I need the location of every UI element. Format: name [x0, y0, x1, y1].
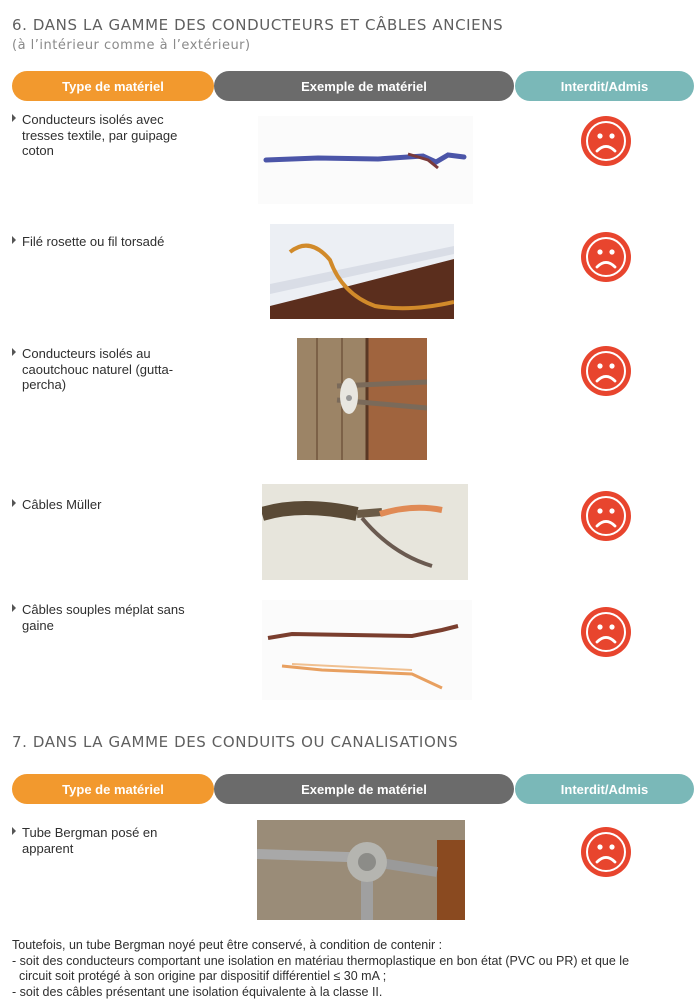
sad-face-icon — [580, 115, 632, 167]
section-6-title: 6. DANS LA GAMME DES CONDUCTEURS ET CÂBLES ANCIENS — [12, 16, 504, 34]
footnote-line2: circuit soit protégé à son origine par dispositif différentiel ≤ 30 mA ; — [12, 969, 387, 983]
footnote-intro: Toutefois, un tube Bergman noyé peut être conservé, à condition de contenir : — [12, 938, 443, 952]
photo-textile-cable — [258, 116, 473, 204]
table-header-7 — [12, 774, 694, 804]
bullet-icon — [12, 348, 16, 356]
photo-bergman-tube — [257, 820, 465, 920]
row-label: Câbles souples méplat sans gaine — [12, 602, 202, 633]
header-type: Type de matériel — [12, 774, 214, 804]
section-6-subtitle: (à l’intérieur comme à l’extérieur) — [12, 38, 251, 53]
header-status: Interdit/Admis — [515, 71, 694, 101]
row-label: Filé rosette ou fil torsadé — [12, 234, 202, 250]
bullet-icon — [12, 114, 16, 122]
bullet-icon — [12, 827, 16, 835]
bullet-icon — [12, 499, 16, 507]
header-status: Interdit/Admis — [515, 774, 694, 804]
sad-face-icon — [580, 826, 632, 878]
footnote — [12, 938, 696, 1000]
table-header-6 — [12, 71, 694, 101]
footnote-line3: - soit des câbles présentant une isolation équivalente à la classe II. — [12, 984, 383, 999]
bullet-icon — [12, 604, 16, 612]
row-label: Conducteurs isolés au caoutchouc naturel (gutta-percha) — [12, 346, 202, 393]
row-label: Câbles Müller — [12, 497, 202, 513]
section-7-title: 7. DANS LA GAMME DES CONDUITS OU CANALISATIONS — [12, 733, 459, 751]
header-example: Exemple de matériel — [214, 774, 514, 804]
sad-face-icon — [580, 490, 632, 542]
photo-muller-cable — [262, 484, 468, 580]
sad-face-icon — [580, 606, 632, 658]
sad-face-icon — [580, 231, 632, 283]
bullet-icon — [12, 236, 16, 244]
header-example: Exemple de matériel — [214, 71, 514, 101]
row-label: Tube Bergman posé en apparent — [12, 825, 202, 856]
header-type: Type de matériel — [12, 71, 214, 101]
footnote-line1: - soit des conducteurs comportant une isolation en matériau thermoplastique en bon état (PVC ou PR) et que le — [12, 953, 630, 968]
row-label: Conducteurs isolés avec tresses textile, par guipage coton — [12, 112, 202, 159]
photo-rosette-wire — [270, 224, 454, 319]
photo-gutta-percha — [297, 338, 427, 460]
photo-flat-cable — [262, 600, 472, 700]
sad-face-icon — [580, 345, 632, 397]
